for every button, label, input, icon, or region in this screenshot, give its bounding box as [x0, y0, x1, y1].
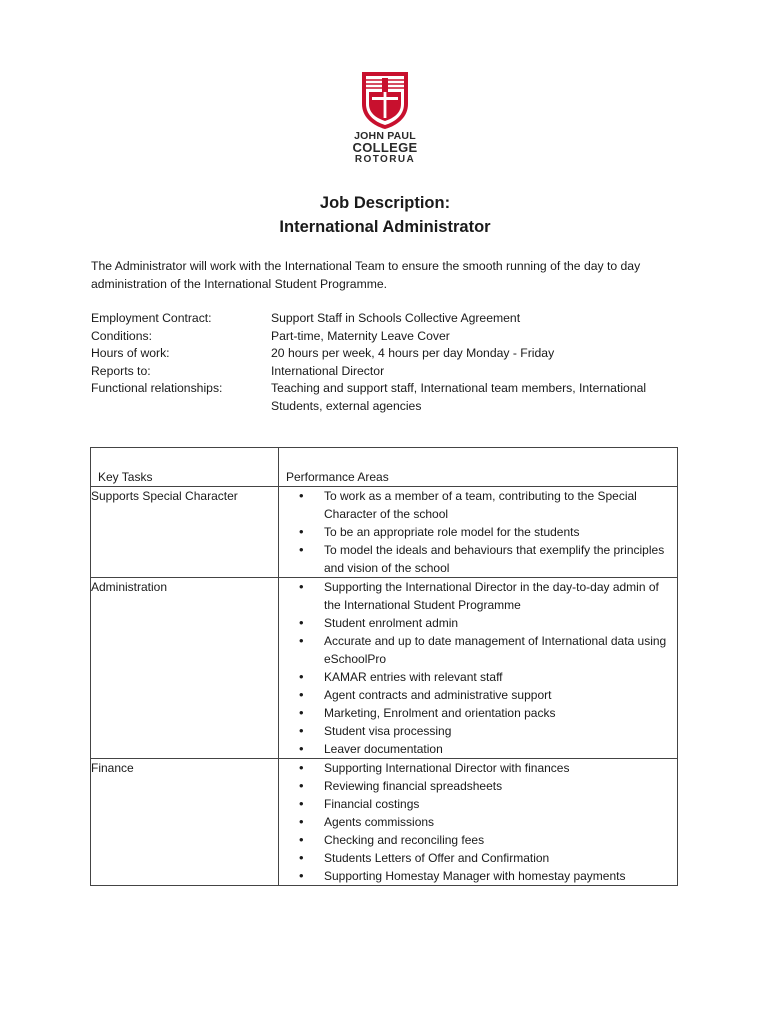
list-item: • Reviewing financial spreadsheets [279, 777, 677, 795]
detail-value: Support Staff in Schools Collective Agreement [271, 311, 521, 325]
detail-row [91, 380, 691, 415]
list-item: • Leaver documentation [279, 740, 677, 758]
detail-value: Teaching and support staff, International team members, International Students, external agencies [271, 381, 647, 413]
detail-label: Employment Contract: [91, 311, 212, 325]
detail-row [91, 345, 691, 363]
list-item: • Student visa processing [279, 722, 677, 740]
logo-line-2: COLLEGE [352, 140, 418, 155]
task-cell: Finance [91, 759, 279, 886]
table-header-cell [279, 448, 678, 487]
logo-text [345, 130, 425, 166]
page-title-line-2: International Administrator [279, 218, 491, 236]
list-item: • To model the ideals and behaviours that exemplify the principles and vision of the school [279, 541, 677, 577]
list-item: • Financial costings [279, 795, 677, 813]
detail-label: Reports to: [91, 363, 151, 378]
list-item: • Agent contracts and administrative support [279, 686, 677, 704]
detail-label: Hours of work: [91, 346, 170, 360]
detail-value: International Director [271, 363, 385, 378]
page-title-line-1: Job Description: [319, 194, 451, 212]
header-key-tasks: Key Tasks [98, 470, 153, 484]
key-tasks-table [90, 447, 678, 886]
list-item: • Agents commissions [279, 813, 677, 831]
college-logo [345, 70, 425, 178]
table-row [91, 759, 678, 886]
detail-row [91, 328, 691, 346]
detail-row [91, 310, 691, 328]
detail-label: Functional relationships: [91, 381, 223, 395]
list-item: • Students Letters of Offer and Confirmation [279, 849, 677, 867]
table-header-row [91, 448, 678, 487]
detail-value: 20 hours per week, 4 hours per day Monday - Friday [271, 346, 555, 360]
list-item: • KAMAR entries with relevant staff [279, 668, 677, 686]
areas-list [279, 759, 677, 885]
list-item: • Accurate and up to date management of International data using eSchoolPro [279, 632, 677, 668]
list-item: • To be an appropriate role model for the students [279, 523, 677, 541]
areas-cell [279, 759, 678, 886]
detail-value: Part-time, Maternity Leave Cover [271, 328, 450, 343]
list-item: • Supporting International Director with finances [279, 759, 677, 777]
detail-row [91, 363, 691, 381]
college-crest-icon [360, 70, 410, 130]
header-performance-areas: Performance Areas [286, 470, 389, 484]
detail-label: Conditions: [91, 328, 152, 343]
logo-line-3: ROTORUA [354, 154, 416, 165]
table-row [91, 487, 678, 578]
table-header-cell [91, 448, 279, 487]
areas-cell [279, 578, 678, 759]
employment-details [91, 310, 691, 415]
areas-cell [279, 487, 678, 578]
list-item: • Checking and reconciling fees [279, 831, 677, 849]
list-item: • Supporting Homestay Manager with homestay payments [279, 867, 677, 885]
logo-line-1: JOHN PAUL [354, 130, 416, 142]
list-item: • To work as a member of a team, contributing to the Special Character of the school [279, 487, 677, 523]
intro-paragraph: The Administrator will work with the International Team to ensure the smooth running of the day to day administration of the International Student Programme. [91, 259, 641, 291]
task-cell: Administration [91, 578, 279, 759]
list-item: • Supporting the International Director in the day-to-day admin of the International Student Programme [279, 578, 677, 614]
table-row [91, 578, 678, 759]
list-item: • Marketing, Enrolment and orientation packs [279, 704, 677, 722]
areas-list [279, 487, 677, 577]
task-cell: Supports Special Character [91, 487, 279, 578]
list-item: • Student enrolment admin [279, 614, 677, 632]
areas-list [279, 578, 677, 758]
